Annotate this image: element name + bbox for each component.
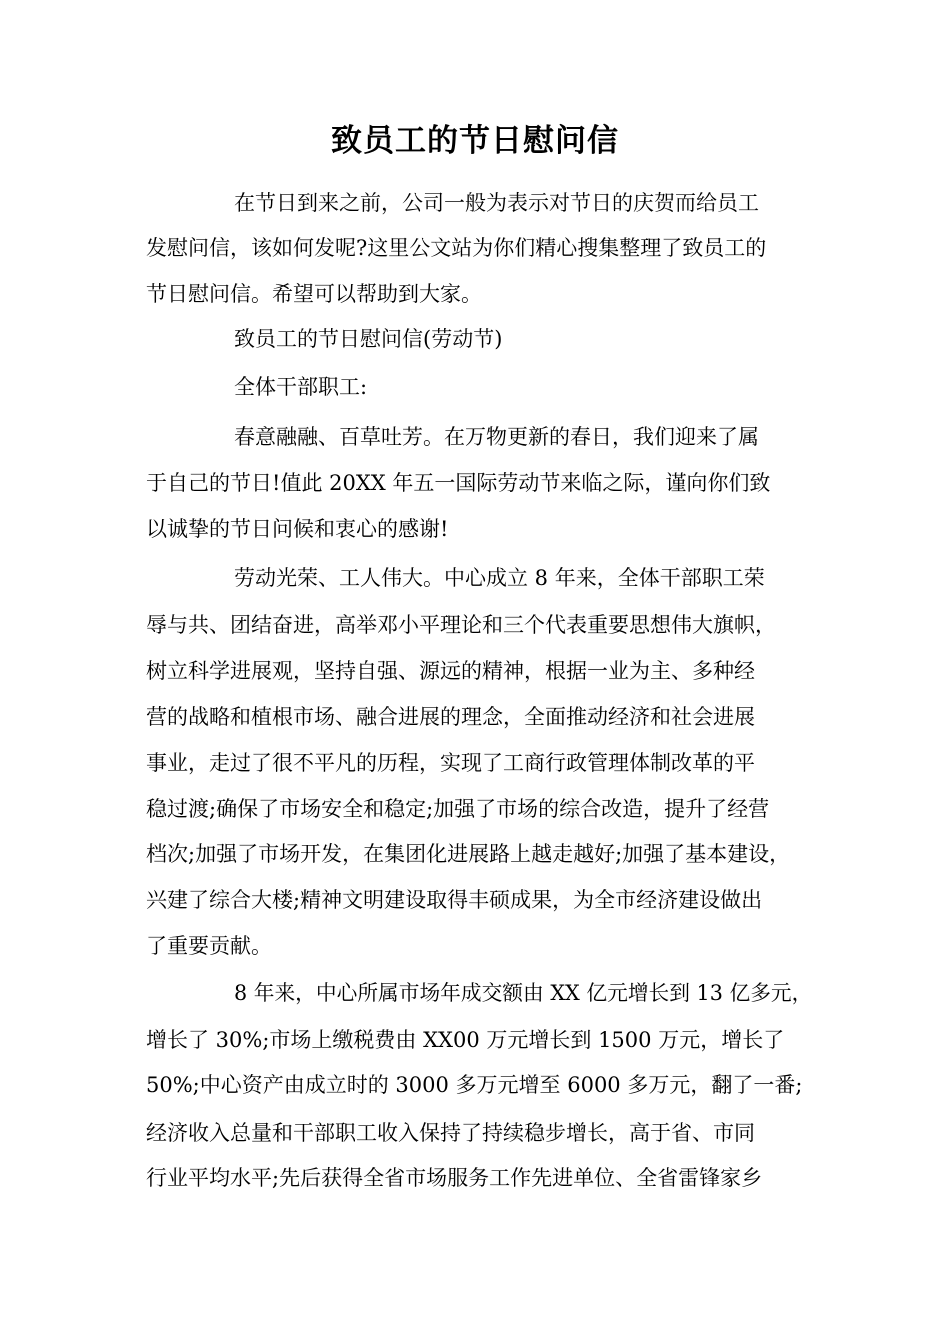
paragraph-line: 经济收入总量和干部职工收入保持了持续稳步增长，高于省、市同 — [146, 1121, 755, 1145]
paragraph-line: 了重要贡献。 — [146, 934, 272, 958]
paragraph-line: 增长了 30%;市场上缴税费由 XX00 万元增长到 1500 万元，增长了 — [146, 1028, 785, 1052]
salutation: 全体干部职工: — [234, 375, 368, 399]
paragraph-line: 行业平均水平;先后获得全省市场服务工作先进单位、全省雷锋家乡 — [146, 1166, 763, 1190]
paragraph-line: 兴建了综合大楼;精神文明建设取得丰硕成果，为全市经济建设做出 — [146, 888, 763, 912]
paragraph-line: 节日慰问信。希望可以帮助到大家。 — [146, 282, 482, 306]
paragraph-line: 50%;中心资产由成立时的 3000 多万元增至 6000 多万元，翻了一番; — [146, 1073, 803, 1097]
paragraph-line: 春意融融、百草吐芳。在万物更新的春日，我们迎来了属 — [234, 425, 759, 449]
paragraph-line: 稳过渡;确保了市场安全和稳定;加强了市场的综合改造，提升了经营 — [146, 797, 770, 821]
paragraph-line: 树立科学进展观，坚持自强、源远的精神，根据一业为主、多种经 — [146, 659, 755, 683]
paragraph-line: 于自己的节日!值此 20XX 年五一国际劳动节来临之际，谨向你们致 — [146, 471, 771, 495]
paragraph-line: 事业，走过了很不平凡的历程，实现了工商行政管理体制改革的平 — [146, 751, 755, 775]
paragraph-line: 以诚挚的节日问候和衷心的感谢! — [146, 517, 449, 541]
document-title: 致员工的节日慰问信 — [331, 123, 619, 159]
paragraph-line: 辱与共、团结奋进，高举邓小平理论和三个代表重要思想伟大旗帜， — [146, 613, 776, 637]
paragraph-line: 劳动光荣、工人伟大。中心成立 8 年来，全体干部职工荣 — [234, 566, 765, 590]
paragraph-line: 档次;加强了市场开发，在集团化进展路上越走越好;加强了基本建设， — [146, 842, 791, 866]
paragraph-line: 营的战略和植根市场、融合进展的理念，全面推动经济和社会进展 — [146, 705, 755, 729]
paragraph-line: 在节日到来之前，公司一般为表示对节日的庆贺而给员工 — [234, 191, 759, 215]
paragraph-line: 发慰问信，该如何发呢?这里公文站为你们精心搜集整理了致员工的 — [146, 236, 767, 260]
section-heading: 致员工的节日慰问信(劳动节) — [234, 327, 503, 351]
paragraph-line: 8 年来，中心所属市场年成交额由 XX 亿元增长到 13 亿多元， — [234, 981, 813, 1005]
